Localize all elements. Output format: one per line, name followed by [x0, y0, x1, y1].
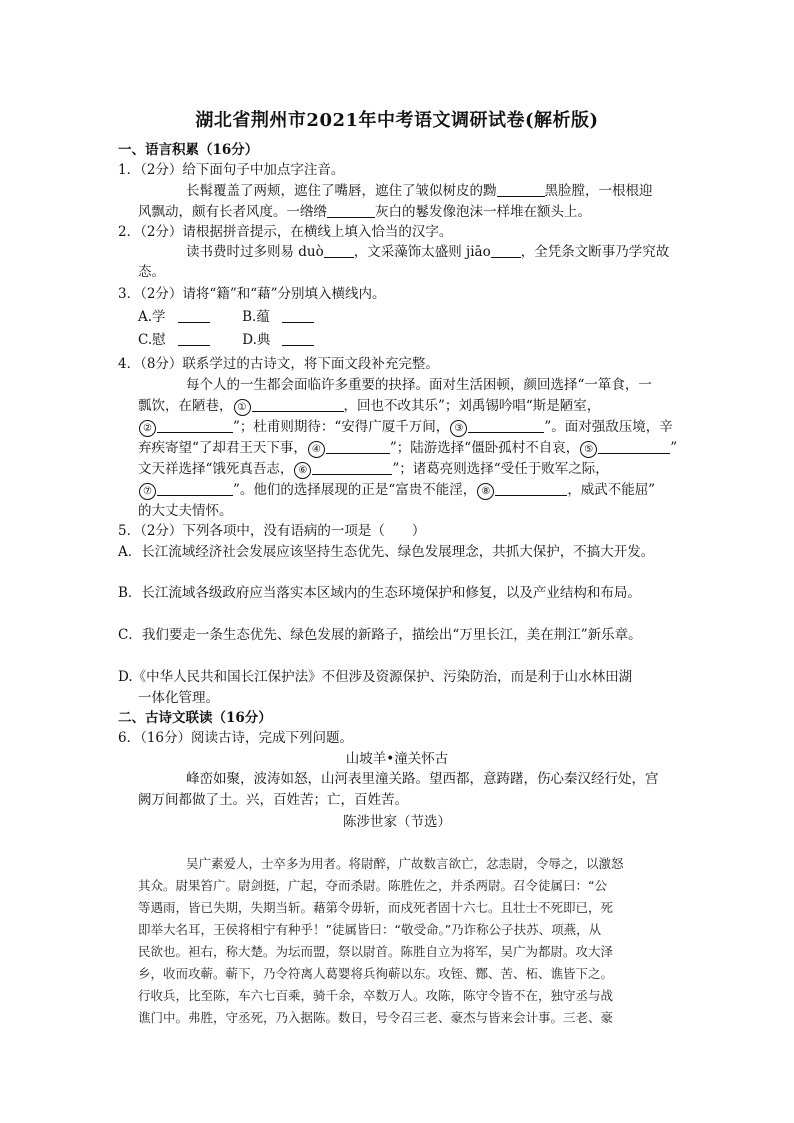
- answer-blank[interactable]: [326, 439, 390, 454]
- question-2-heading: 2．（2分）请根据拼音提示，在横线上填入恰当的汉字。: [118, 224, 453, 240]
- blank-number-7: ⑦: [139, 483, 156, 500]
- question-3-options-row-1: A.学 B.蕴: [138, 307, 314, 327]
- answer-blank[interactable]: [598, 439, 670, 454]
- section-heading-2: 二、古诗文联读（16分）: [118, 710, 272, 726]
- question-4-line-1: 每个人的一生都会面临许多重要的抉择。面对生活困顿，颜回选择“一箪食，一: [186, 377, 652, 393]
- question-5-option-c[interactable]: C．我们要走一条生态优先、绿色发展的新路子，描绘出“万里长江，美在荆江”新乐章。: [118, 627, 642, 643]
- document-title: 湖北省荆州市2021年中考语文调研试卷(解析版): [195, 110, 599, 131]
- question-5-option-b[interactable]: B．长江流域各级政府应当落实本区域内的生态环境保护和修复，以及产业结构和布局。: [118, 585, 641, 601]
- question-2-line-1: 读书费时过多则易 duò ，文采藻饰太盛则 jiāo ，全凭条文断事乃学究故: [186, 244, 670, 260]
- answer-blank[interactable]: [178, 308, 210, 323]
- answer-blank[interactable]: [324, 243, 354, 258]
- prose-line-4: 即举大名耳，王侯将相宁有种乎！”徒属皆曰：“敬受命。”乃诈称公子扶苏、项燕，从: [138, 922, 602, 937]
- blank-number-1: ①: [234, 399, 251, 416]
- answer-blank[interactable]: [468, 418, 544, 433]
- question-5-option-d-cont: 一体化管理。: [138, 690, 219, 706]
- question-4-line-7: 的大丈夫情怀。: [138, 503, 233, 519]
- blank-number-6: ⑥: [294, 462, 311, 479]
- prose-line-8: 谯门中。弗胜，守丞死，乃入据陈。数日，号令召三老、豪杰与皆来会计事。三老、豪: [138, 1010, 614, 1025]
- prose-line-5: 民欲也。袒右，称大楚。为坛而盟，祭以尉首。陈胜自立为将军，吴广为都尉。攻大泽: [138, 944, 614, 959]
- answer-blank[interactable]: [327, 203, 375, 218]
- blank-number-5: ⑤: [580, 441, 597, 458]
- prose-line-7: 行收兵，比至陈，车六七百乘，骑千余，卒数万人。攻陈，陈守令皆不在，独守丞与战: [138, 988, 614, 1003]
- question-1-line-2: 风飘动，颇有长者风度。一绺绺 灰白的鬈发像泡沫一样堆在额头上。: [138, 204, 591, 220]
- prose-line-6: 乡，收而攻蕲。蕲下，乃令符离人葛婴将兵徇蕲以东。攻铚、酂、苦、柘、谯皆下之。: [138, 966, 614, 981]
- question-3-heading: 3．（2分）请将“籍”和“藉”分别填入横线内。: [118, 286, 386, 302]
- question-5-heading: 5．（2分）下列各项中，没有语病的一项是（ ）: [118, 523, 426, 539]
- question-4-line-4: 弃疾寄望“了却君王天下事， ④ ”；陆游选择“僵卧孤村不自哀， ⑤ ”: [138, 440, 678, 456]
- question-4-line-5: 文天祥选择“饿死真吾志， ⑥ ”；诸葛亮则选择“受任于败军之际，: [138, 461, 609, 477]
- answer-blank[interactable]: [495, 481, 567, 496]
- question-5-option-d[interactable]: D.《中华人民共和国长江保护法》不但涉及资源保护、污染防治，而是利于山水林田湖: [118, 669, 633, 685]
- blank-number-8: ⑧: [477, 483, 494, 500]
- question-4-line-3: ② ”；杜甫则期待：“安得广厦千万间， ③ ”。面对强敌压境，辛: [138, 417, 673, 437]
- prose-line-2: 其众。尉果笞广。尉剑挺，广起，夺而杀尉。陈胜佐之，并杀两尉。召令徒属曰：“公: [138, 878, 607, 893]
- section-heading-1: 一、语言积累（16分）: [118, 142, 259, 158]
- answer-blank[interactable]: [178, 331, 210, 346]
- blank-number-2: ②: [139, 420, 156, 437]
- answer-blank[interactable]: [491, 243, 521, 258]
- answer-blank[interactable]: [252, 397, 344, 412]
- answer-blank[interactable]: [282, 308, 314, 323]
- prose-title: 陈涉世家（节选）: [343, 814, 451, 830]
- poem-line-1: 峰峦如聚，波涛如怒，山河表里潼关路。望西都，意踌躇，伤心秦汉经行处，宫: [186, 771, 659, 787]
- question-5-option-a[interactable]: A．长江流域经济社会发展应该坚持生态优先、绿色发展理念，共抓大保护，不搞大开发。: [118, 544, 655, 560]
- prose-line-3: 等遇雨，皆已失期，失期当斩。藉第令毋斩，而戍死者固十六七。且壮士不死即已，死: [138, 900, 614, 915]
- answer-blank[interactable]: [157, 481, 233, 496]
- blank-number-3: ③: [450, 420, 467, 437]
- poem-title: 山坡羊•潼关怀古: [345, 751, 449, 767]
- blank-number-4: ④: [308, 441, 325, 458]
- question-6-heading: 6．（16分）阅读古诗，完成下列问题。: [118, 730, 354, 746]
- answer-blank[interactable]: [497, 182, 545, 197]
- answer-blank[interactable]: [282, 331, 314, 346]
- answer-blank[interactable]: [312, 460, 392, 475]
- question-4-line-6: ⑦ ”。他们的选择展现的正是“富贵不能淫， ⑧ ，威武不能屈”: [138, 480, 655, 500]
- question-4-heading: 4．（8分）联系学过的古诗文，将下面文段补充完整。: [118, 356, 439, 372]
- question-3-options-row-2: C.慰 D.典: [138, 330, 314, 350]
- question-1-heading: 1．（2分）给下面句子中加点字注音。: [118, 162, 345, 178]
- prose-line-1: 吴广素爱人，士卒多为用者。将尉醉，广故数言欲亡，忿恚尉，令辱之，以激怒: [186, 856, 624, 871]
- question-2-line-2: 态。: [138, 264, 165, 280]
- question-1-line-1: 长髯覆盖了两颊，遮住了嘴唇，遮住了皱似树皮的黝 黑脸膛，一根根迎: [186, 183, 653, 199]
- question-4-line-2: 瓢饮，在陋巷， ① ，回也不改其乐”；刘禹锡吟唱“斯是陋室，: [138, 398, 601, 414]
- poem-line-2: 阙万间都做了土。兴，百姓苦；亡，百姓苦。: [138, 792, 408, 808]
- answer-blank[interactable]: [157, 418, 233, 433]
